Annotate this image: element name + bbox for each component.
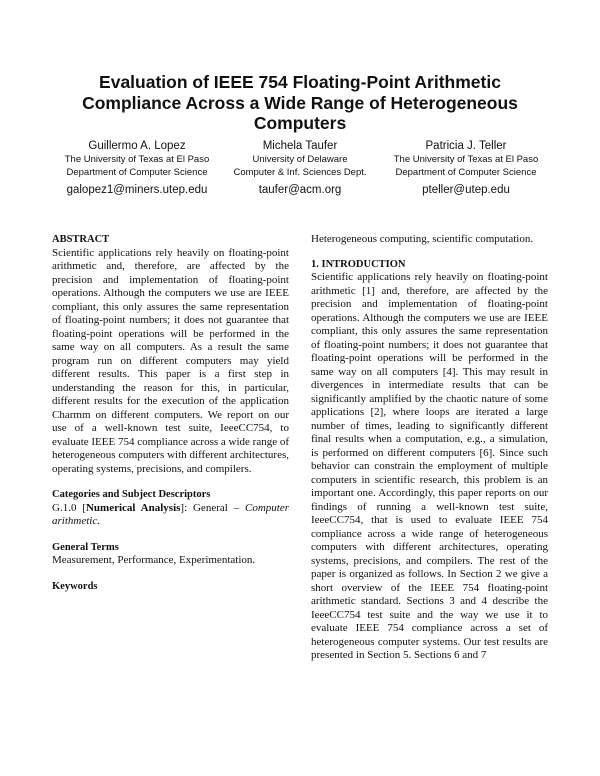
category-subject: Computer arithmetic. <box>52 501 289 527</box>
author-block <box>220 139 380 198</box>
title-line: Compliance Across a Wide Range of Heterogeneous <box>82 92 518 113</box>
category-bracket: [ <box>82 501 86 514</box>
category-code: G.1.0 <box>52 501 77 514</box>
author-department: Computer & Inf. Sciences Dept. <box>233 166 367 178</box>
abstract-text: Scientific applications rely heavily on floating-point arithmetic and, therefore, are affected by the precision and implementation of floating-point operations. Although the computers we use are IEEE compliant, this only assures the same representation of floating-point numbers; it does not guarantee that floating-point operations will be performed in the same way on all computers. As a result the same program run on different computers may yield different results. This paper is a first step in understanding the reason for this, in particular, different results for the execution of the application Charmm on different computers. We report on our use of a well-known test suite, IeeeCC754, to evaluate IEEE 754 compliance across a wide range of heterogeneous computers with different architectures, operating systems, precisions, and compilers. <box>52 246 290 475</box>
keywords-heading: Keywords <box>52 580 98 592</box>
category-general: : General – <box>184 501 240 514</box>
author-block <box>42 139 232 198</box>
paper-title <box>40 72 560 134</box>
introduction-text: Scientific applications rely heavily on floating-point arithmetic [1] and, therefore, are affected by the precision and implementation of floating-point operations. Although the computers we use are IEEE compliant, this only assures the same representation of floating-point numbers; it does not guarantee that floating-point operations will be performed in the same way on all computers [4]. This may result in divergences in intermediate results that can be significantly amplified by the chaotic nature of some applications [2], where loops are iterated a large number of times, leading to significantly different final results when a computation, e.g., a simulation, is performed on different computers [6]. Since such behavior can constrain the employment of multiple computers in scientific research, this problem is an important one. Accordingly, this paper reports on our findings of running a well-known test suite, IeeeCC754, that is used to evaluate IEEE 754 compliance across a wide range of heterogeneous computers with different architectures, operating systems, precisions, and compilers. The rest of the paper is organized as follows. In Section 2 we give a short overview of the IEEE 754 floating-point arithmetic standard. Sections 3 and 4 describe the IeeeCC754 test suite and the way we use it to evaluate IEEE 754 compliance across a set of heterogeneous computer systems. Our test results are presented in Section 5. Sections 6 and 7 <box>311 271 548 661</box>
category-topic: Numerical Analysis <box>85 501 181 514</box>
left-column <box>52 233 289 593</box>
author-name: Patricia J. Teller <box>425 140 507 152</box>
author-email[interactable]: galopez1@miners.utep.edu <box>66 184 208 196</box>
author-department: Department of Computer Science <box>395 166 537 178</box>
category-bracket: ] <box>180 501 185 514</box>
author-name: Michela Taufer <box>262 140 338 152</box>
general-terms-text: Measurement, Performance, Experimentation. <box>52 554 256 566</box>
author-block <box>374 139 558 198</box>
categories-text <box>52 502 289 529</box>
title-line: Evaluation of IEEE 754 Floating-Point Arithmetic <box>99 72 501 92</box>
categories-heading: Categories and Subject Descriptors <box>52 489 211 500</box>
author-name: Guillermo A. Lopez <box>88 140 186 152</box>
author-affiliation: University of Delaware <box>252 154 348 165</box>
author-email[interactable]: taufer@acm.org <box>258 184 342 196</box>
author-affiliation: The University of Texas at El Paso <box>393 154 539 165</box>
general-terms-heading: General Terms <box>52 541 119 553</box>
keywords-text: Heterogeneous computing, scientific computation. <box>311 233 534 245</box>
author-email[interactable]: pteller@utep.edu <box>422 184 510 196</box>
right-column <box>311 233 548 663</box>
abstract-heading: ABSTRACT <box>52 234 110 245</box>
author-department: Department of Computer Science <box>66 166 208 178</box>
title-line: Computers <box>253 113 347 133</box>
author-affiliation: The University of Texas at El Paso <box>64 154 210 165</box>
introduction-heading: 1. INTRODUCTION <box>311 258 406 270</box>
